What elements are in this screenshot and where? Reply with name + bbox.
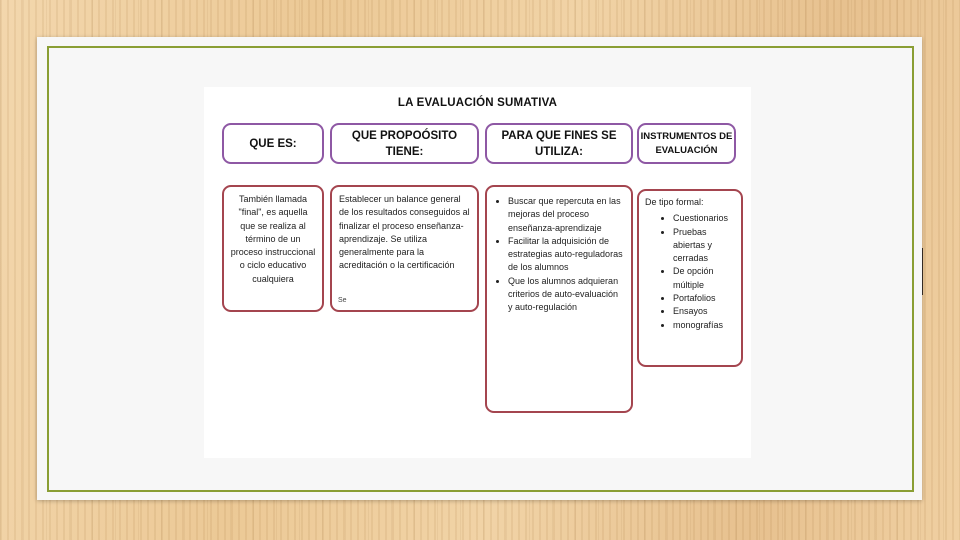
document-image (204, 87, 751, 458)
fines-item: • Facilitar la adquisición de estrategias auto-reguladoras de los alumnos (508, 235, 623, 275)
header-que-es-label: QUE ES: (249, 137, 297, 150)
instrumentos-item: • monografías (673, 319, 735, 332)
que-es-text: También llamada "final", es aquella que se realiza al término de un proceso instruccional o ciclo educativo cualquiera (230, 194, 316, 284)
header-fines-label: PARA QUE FINES SE UTILIZA: (501, 129, 617, 158)
instrumentos-item: • Ensayos (673, 305, 735, 318)
document-title: LA EVALUACIÓN SUMATIVA (397, 97, 558, 109)
instrumentos-list (645, 212, 735, 332)
proposito-stray-text: Se (338, 297, 347, 304)
instrumentos-item: • Portafolios (673, 292, 735, 305)
fines-list (491, 195, 623, 315)
fines-item: • Buscar que repercuta en las mejoras del proceso enseñanza-aprendizaje (508, 195, 623, 235)
header-proposito-label: QUE PROPOÓSITO TIENE: (351, 129, 458, 158)
instrumentos-item: • De opción múltiple (673, 265, 735, 292)
instrumentos-intro: De tipo formal: (645, 197, 704, 207)
instrumentos-item: • Pruebas abiertas y cerradas (673, 226, 735, 266)
header-que-es (222, 123, 324, 164)
instrumentos-item: • Cuestionarios (673, 212, 735, 225)
proposito-text: Establecer un balance general de los resultados conseguidos al finalizar el proceso enseñanza-aprendizaje. Se utiliza generalmente para la acreditación o la certificación (339, 194, 470, 271)
header-fines (485, 123, 633, 164)
header-instrumentos (637, 123, 736, 164)
header-proposito (330, 123, 479, 164)
fines-item: • Que los alumnos adquieran criterios de auto-evaluación y auto-regulación (508, 275, 623, 315)
content-instrumentos (637, 189, 743, 367)
header-instrumentos-label: INSTRUMENTOS DE EVALUACIÓN (640, 130, 733, 156)
content-que-es (222, 185, 324, 312)
content-proposito (330, 185, 479, 312)
content-fines (485, 185, 633, 413)
